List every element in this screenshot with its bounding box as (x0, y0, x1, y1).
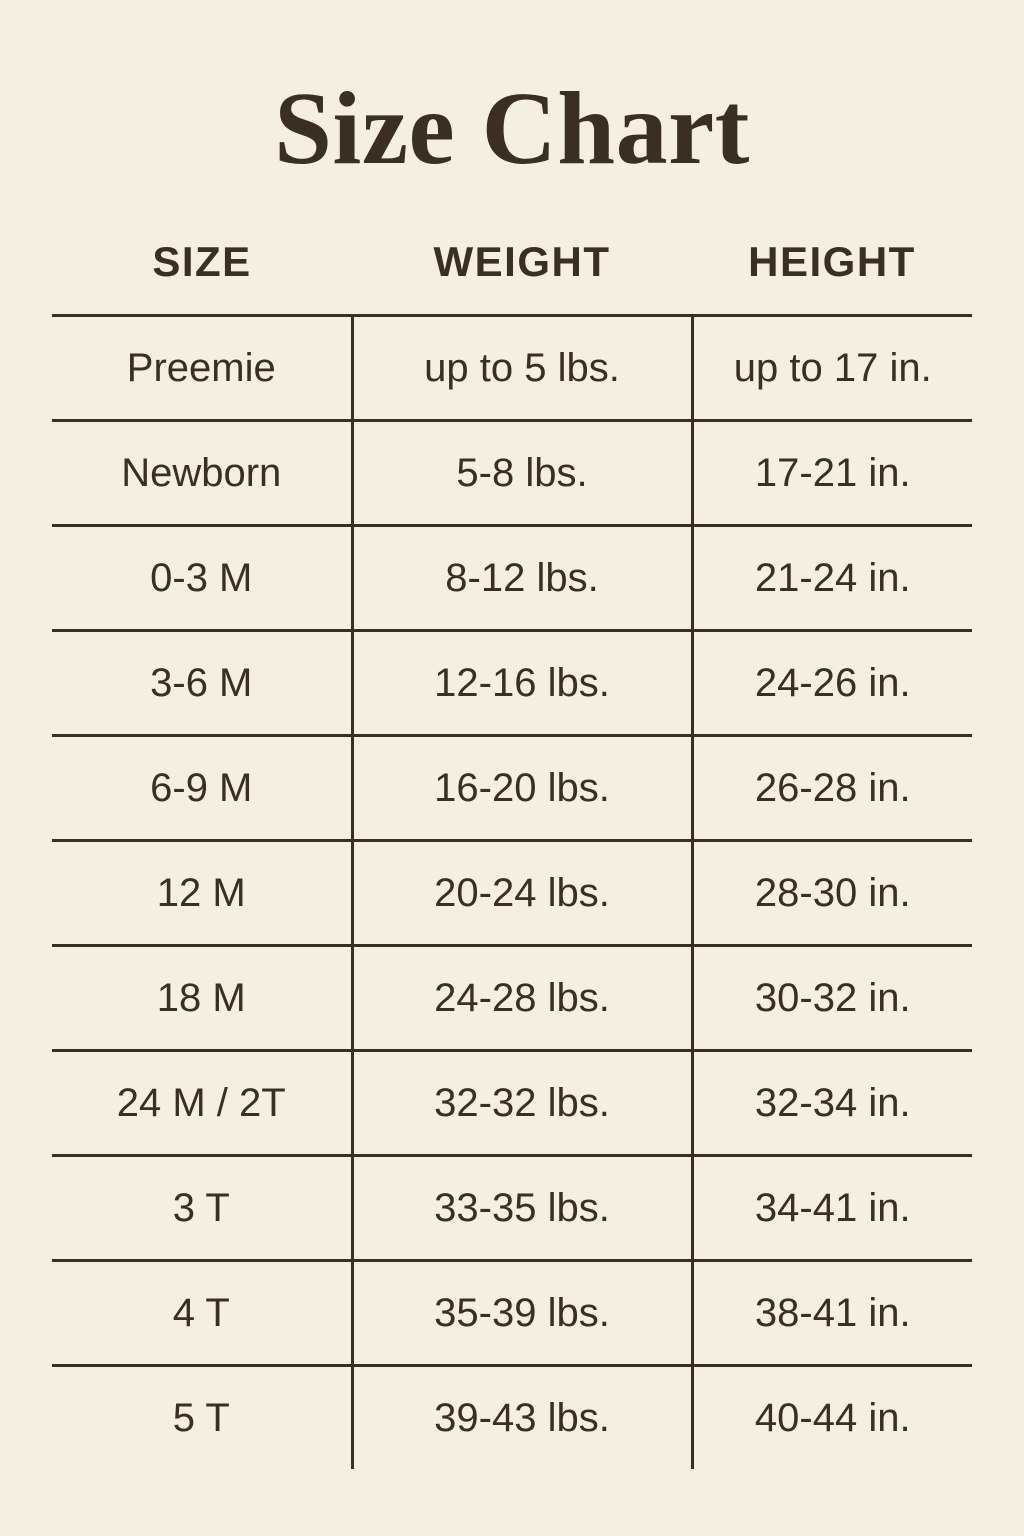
table-row (52, 946, 972, 1051)
table-row (52, 316, 972, 421)
table-header (52, 238, 972, 316)
cell-weight: 16-20 lbs. (352, 736, 692, 841)
cell-weight: 32-32 lbs. (352, 1051, 692, 1156)
size-chart-table (52, 238, 972, 1469)
cell-weight: 8-12 lbs. (352, 526, 692, 631)
cell-weight: 24-28 lbs. (352, 946, 692, 1051)
cell-size: 3-6 M (52, 631, 352, 736)
cell-height: 24-26 in. (692, 631, 972, 736)
table-row (52, 841, 972, 946)
column-header-height: HEIGHT (692, 238, 972, 316)
cell-weight: 35-39 lbs. (352, 1261, 692, 1366)
cell-size: 0-3 M (52, 526, 352, 631)
cell-size: 3 T (52, 1156, 352, 1261)
cell-height: 32-34 in. (692, 1051, 972, 1156)
table-row (52, 1156, 972, 1261)
cell-size: 6-9 M (52, 736, 352, 841)
cell-weight: 39-43 lbs. (352, 1366, 692, 1470)
cell-weight: 5-8 lbs. (352, 421, 692, 526)
cell-weight: 33-35 lbs. (352, 1156, 692, 1261)
table-body (52, 316, 972, 1470)
cell-size: Newborn (52, 421, 352, 526)
cell-height: 34-41 in. (692, 1156, 972, 1261)
cell-size: 18 M (52, 946, 352, 1051)
table-row (52, 736, 972, 841)
cell-height: 26-28 in. (692, 736, 972, 841)
cell-height: 21-24 in. (692, 526, 972, 631)
cell-size: 24 M / 2T (52, 1051, 352, 1156)
table-row (52, 526, 972, 631)
table-row (52, 421, 972, 526)
cell-weight: 12-16 lbs. (352, 631, 692, 736)
cell-size: 5 T (52, 1366, 352, 1470)
page-title: Size Chart (274, 71, 750, 186)
cell-size: 12 M (52, 841, 352, 946)
cell-height: 38-41 in. (692, 1261, 972, 1366)
table-header-row (52, 238, 972, 316)
cell-weight: 20-24 lbs. (352, 841, 692, 946)
cell-height: 30-32 in. (692, 946, 972, 1051)
column-header-weight: WEIGHT (352, 238, 692, 316)
cell-size: Preemie (52, 316, 352, 421)
cell-height: 17-21 in. (692, 421, 972, 526)
table-row (52, 1366, 972, 1470)
cell-size: 4 T (52, 1261, 352, 1366)
cell-height: 40-44 in. (754, 1395, 911, 1440)
cell-weight: up to 5 lbs. (352, 316, 692, 421)
table-row (52, 1261, 972, 1366)
table-row (52, 1051, 972, 1156)
table-row (52, 631, 972, 736)
cell-height: up to 17 in. (692, 316, 972, 421)
column-header-size: SIZE (52, 238, 352, 316)
cell-height: 28-30 in. (692, 841, 972, 946)
